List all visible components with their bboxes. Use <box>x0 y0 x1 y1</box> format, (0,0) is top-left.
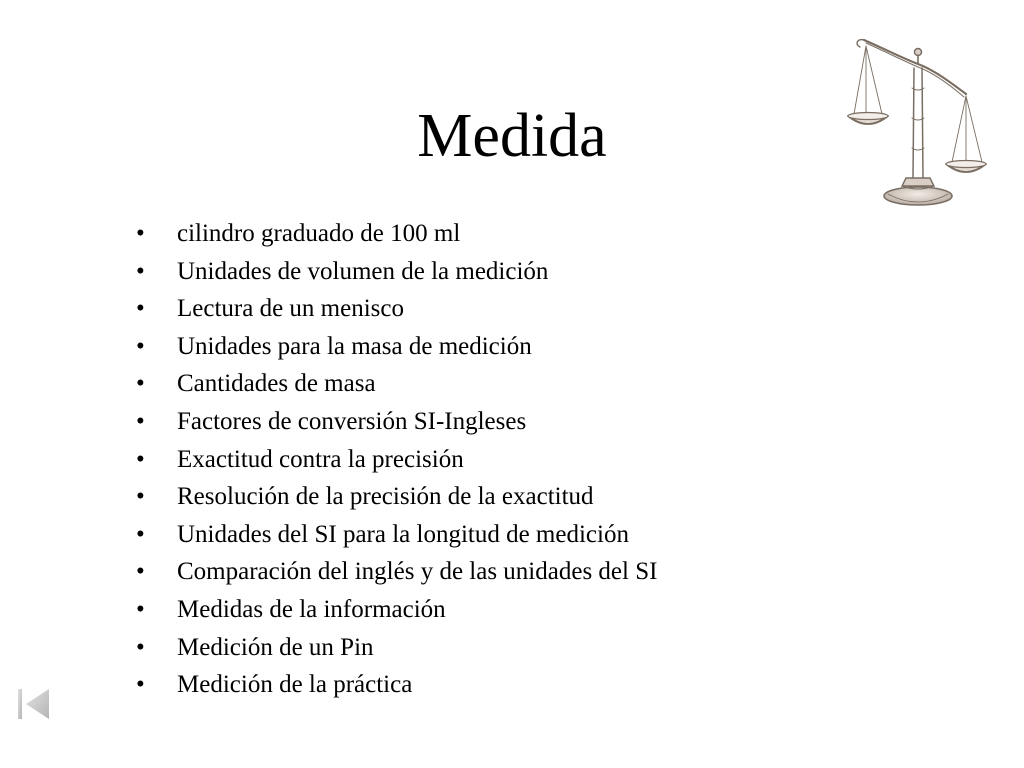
bullet-dot: • <box>136 558 145 586</box>
bullet-dot: • <box>136 483 145 511</box>
list-item-text: Exactitud contra la precisión <box>177 445 464 473</box>
page-title: Medida <box>417 102 607 170</box>
list-item <box>136 553 657 591</box>
list-item-text: Medición de un Pin <box>177 633 374 661</box>
balance-scale-icon <box>842 28 992 218</box>
list-item-text: Unidades para la masa de medición <box>177 332 532 360</box>
list-item <box>136 328 657 366</box>
list-item <box>136 516 657 554</box>
list-item-text: Comparación del inglés y de las unidades del SI <box>177 558 658 586</box>
bullet-dot: • <box>136 671 145 699</box>
list-item <box>136 441 657 479</box>
bullet-dot: • <box>136 445 145 473</box>
list-item-text: Factores de conversión SI-Ingleses <box>177 407 527 435</box>
bullet-dot: • <box>136 595 145 623</box>
list-item <box>136 290 657 328</box>
bullet-dot: • <box>136 295 145 323</box>
bullet-dot: • <box>136 520 145 548</box>
list-item <box>136 629 657 667</box>
list-item-text: Medición de la práctica <box>177 671 413 699</box>
bullet-dot: • <box>136 220 145 247</box>
bullet-dot: • <box>136 633 145 661</box>
list-item <box>136 403 657 441</box>
list-item-text: Lectura de un menisco <box>177 295 404 323</box>
bullet-dot: • <box>136 257 145 285</box>
bullet-dot: • <box>136 407 145 435</box>
list-item-text: Resolución de la precisión de la exactitud <box>177 483 594 511</box>
list-item-text: cilindro graduado de 100 ml <box>177 220 461 247</box>
list-item-text: Medidas de la información <box>177 595 446 623</box>
list-item-text: Unidades del SI para la longitud de medición <box>177 520 629 548</box>
bullet-dot: • <box>136 370 145 398</box>
list-item-text: Cantidades de masa <box>177 370 376 398</box>
list-item <box>136 666 657 704</box>
list-item <box>136 365 657 403</box>
list-item <box>136 253 657 291</box>
list-item <box>136 215 657 253</box>
list-item <box>136 591 657 629</box>
list-item <box>136 478 657 516</box>
list-item-text: Unidades de volumen de la medición <box>177 257 549 285</box>
bullet-list <box>136 215 657 704</box>
bullet-dot: • <box>136 332 145 360</box>
first-slide-icon[interactable] <box>16 686 52 722</box>
